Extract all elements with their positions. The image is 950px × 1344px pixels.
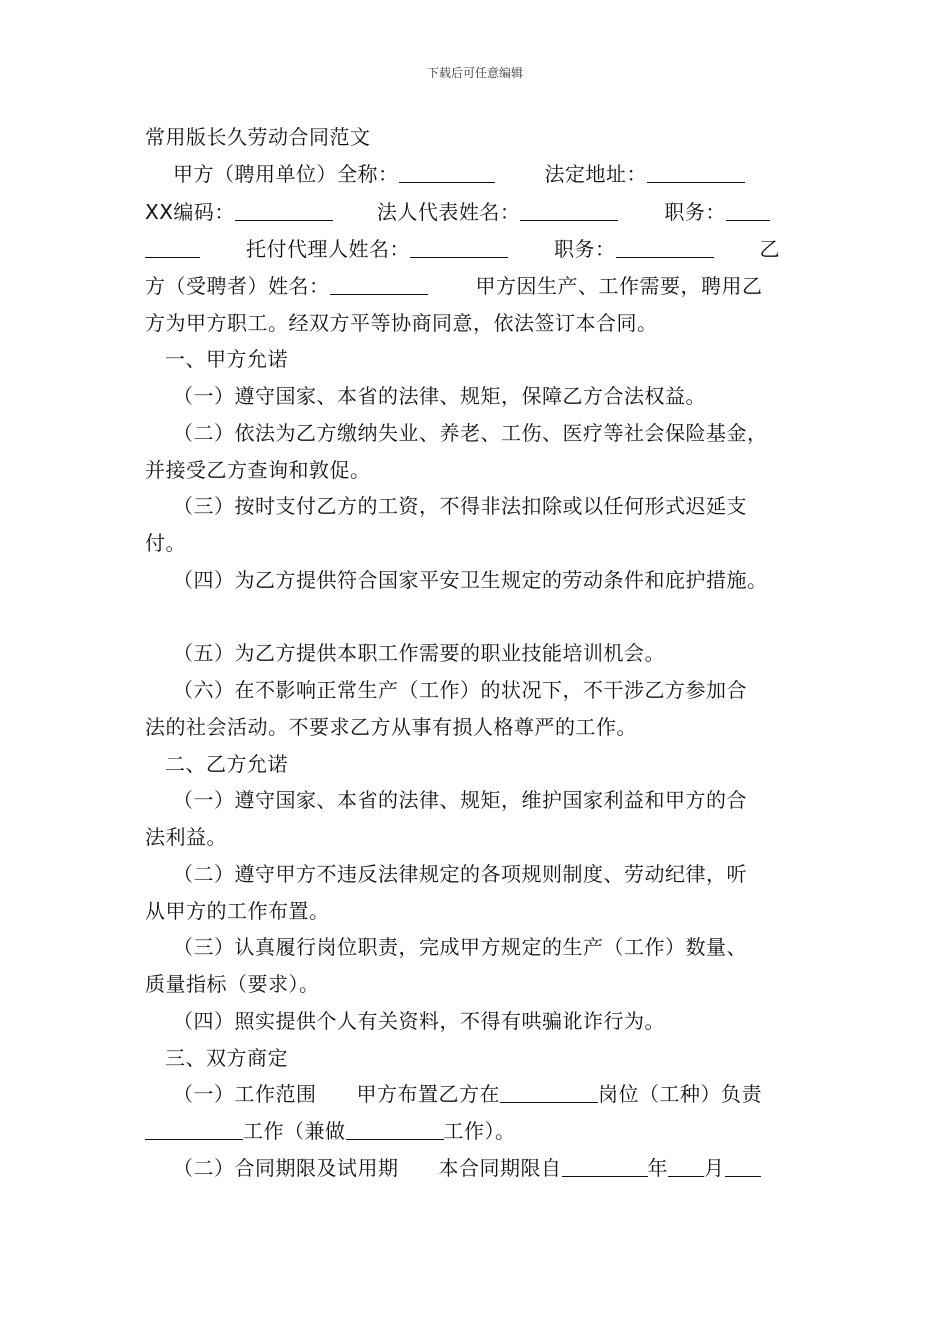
section-3-heading: 三、双方商定: [165, 1046, 288, 1070]
agent-position-label: 职务：: [554, 237, 616, 261]
party-a-name-blank[interactable]: [399, 160, 495, 183]
contract-year-blank[interactable]: [562, 1154, 648, 1177]
agent-name-blank[interactable]: [410, 235, 508, 258]
section-3-item-2: [173, 1153, 761, 1183]
section-2-heading: 二、乙方允诺: [165, 752, 288, 776]
section-2-item-3: （三）认真履行岗位职责，完成甲方规定的生产（工作）数量、: [173, 935, 747, 959]
agent-position-blank[interactable]: [616, 235, 714, 258]
agreement-statement: 方为甲方职工。经双方平等协商同意，依法签订本合同。: [145, 311, 658, 335]
legal-address-blank[interactable]: [647, 160, 745, 183]
section-1-item-3: （三）按时支付乙方的工资，不得非法扣除或以任何形式迟延支: [173, 494, 747, 518]
section-1-item-1: （一）遵守国家、本省的法律、规矩，保障乙方合法权益。: [173, 384, 706, 408]
section-2-item-1: （一）遵守国家、本省的法律、规矩，维护国家利益和甲方的合: [173, 788, 747, 812]
work-duty-blank[interactable]: [145, 1117, 243, 1140]
section-2-item-3-cont: 质量指标（要求）。: [145, 972, 320, 996]
party-a-name-label: 甲方（聘用单位）全称：: [173, 162, 399, 186]
contract-day-blank[interactable]: [725, 1154, 761, 1177]
party-b-name-label: 方（受聘者）姓名：: [145, 274, 330, 298]
section-3-item-1: [173, 1079, 762, 1109]
position-blank[interactable]: [726, 198, 770, 221]
section-1-item-6-cont: 法的社会活动。不要求乙方从事有损人格尊严的工作。: [145, 715, 637, 739]
section-1-item-5: （五）为乙方提供本职工作需要的职业技能培训机会。: [173, 641, 665, 665]
contract-month-label: 月: [704, 1156, 725, 1180]
position-label: 职务：: [664, 200, 726, 224]
section-1-item-2-cont: 并接受乙方查询和敦促。: [145, 458, 371, 482]
work-post-blank[interactable]: [500, 1080, 598, 1103]
section-2-item-2: （二）遵守甲方不违反法律规定的各项规则制度、劳动纪律，听: [173, 862, 747, 886]
work-scope-text: 甲方布置乙方在: [356, 1082, 500, 1106]
agent-line: [145, 234, 780, 264]
section-1-item-4: （四）为乙方提供符合国家平安卫生规定的劳动条件和庇护措施。: [173, 568, 768, 592]
contract-month-blank[interactable]: [668, 1154, 704, 1177]
page-header: 下载后可任意编辑: [426, 66, 523, 80]
section-1-item-2: （二）依法为乙方缴纳失业、养老、工伤、医疗等社会保险基金，: [173, 421, 768, 445]
section-2-item-4: （四）照实提供个人有关资料，不得有哄骗讹诈行为。: [173, 1009, 665, 1033]
legal-address-label: 法定地址：: [544, 162, 647, 186]
legal-rep-label: 法人代表姓名：: [376, 200, 521, 224]
agent-name-label: 托付代理人姓名：: [246, 237, 410, 261]
contract-term-text: 本合同期限自: [438, 1156, 562, 1180]
section-2-item-1-cont: 法利益。: [145, 825, 227, 849]
hiring-statement: 甲方因生产、工作需要，聘用乙: [475, 274, 763, 298]
party-b-prefix: 乙: [759, 237, 780, 261]
party-b-name-blank[interactable]: [330, 272, 428, 295]
code-blank[interactable]: [235, 198, 333, 221]
work-duty-text: 工作（兼做: [243, 1119, 346, 1143]
section-2-item-2-cont: 从甲方的工作布置。: [145, 899, 330, 923]
work-post-suffix: 岗位（工种）负责: [598, 1082, 762, 1106]
code-line: [145, 197, 770, 227]
section-3-item-1-cont: [145, 1116, 516, 1146]
section-1-item-6: （六）在不影响正常生产（工作）的状况下，不干涉乙方参加合: [173, 678, 747, 702]
section-1-item-3-cont: 付。: [145, 531, 186, 555]
work-scope-label: （一）工作范围: [173, 1082, 317, 1106]
party-b-line: [145, 271, 763, 301]
work-parttime-blank[interactable]: [346, 1117, 444, 1140]
contract-year-label: 年: [647, 1156, 668, 1180]
work-parttime-suffix: 工作）。: [443, 1119, 516, 1143]
legal-rep-blank[interactable]: [520, 198, 618, 221]
position-blank-continued[interactable]: [145, 235, 200, 258]
code-label: XX编码：: [145, 200, 235, 224]
party-a-line: [173, 159, 745, 189]
contract-term-label: （二）合同期限及试用期: [173, 1156, 399, 1180]
document-title: 常用版长久劳动合同范文: [145, 125, 371, 149]
section-1-heading: 一、甲方允诺: [165, 347, 288, 371]
